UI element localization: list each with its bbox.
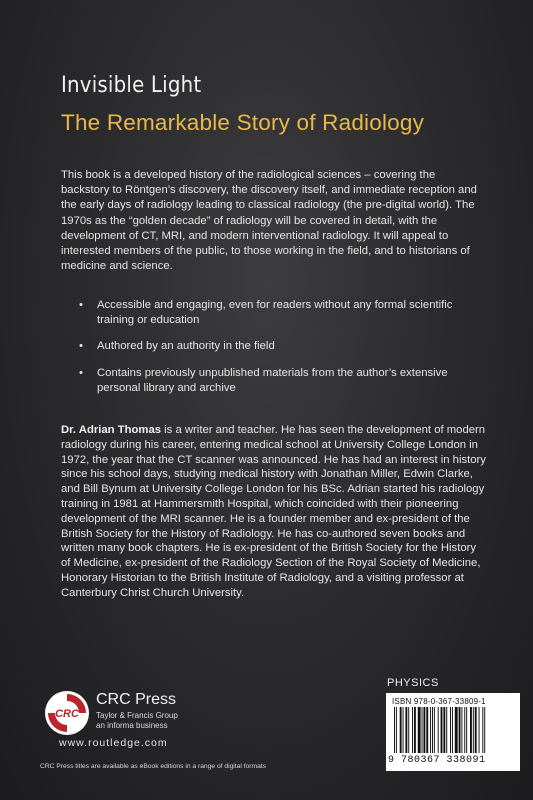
- publisher-group: Taylor & Francis Group: [96, 711, 178, 720]
- barcode-bar: [432, 707, 433, 753]
- barcode-bar: [408, 707, 409, 753]
- barcode-bar: [403, 707, 404, 753]
- barcode-bar: [450, 707, 451, 753]
- barcode-bar: [466, 707, 467, 753]
- barcode-bar: [464, 707, 465, 753]
- barcode-bar: [405, 707, 407, 753]
- barcode-bar: [455, 707, 458, 753]
- barcode-bar: [482, 707, 483, 753]
- barcode-bar: [446, 707, 447, 753]
- barcode-digits: 9 780367 338091: [388, 755, 486, 766]
- barcode-bar: [459, 707, 461, 753]
- barcode-bar: [414, 707, 416, 753]
- barcode-bar: [470, 707, 472, 753]
- publisher-business: an informa business: [96, 721, 168, 730]
- barcode-bar: [438, 707, 439, 753]
- crc-logo-icon: [44, 690, 90, 736]
- barcode-bar: [452, 707, 453, 753]
- feature-item: • Contains previously unpublished materials from the author’s extensive personal library and archive: [79, 366, 479, 396]
- barcode-bars: [392, 707, 514, 755]
- barcode-bar: [400, 707, 402, 753]
- barcode-bar: [394, 707, 395, 753]
- feature-item: • Authored by an authority in the field: [79, 339, 479, 354]
- book-subtitle: The Remarkable Story of Radiology: [61, 110, 425, 135]
- feature-list: [79, 298, 479, 407]
- feature-item: • Accessible and engaging, even for readers without any formal scientific training or education: [79, 298, 479, 328]
- ebook-note: CRC Press titles are available as eBook editions in a range of digital formats: [40, 763, 267, 770]
- barcode-bar: [443, 707, 445, 753]
- author-bio: [61, 423, 486, 601]
- barcode-bar: [430, 707, 431, 753]
- barcode-bar: [473, 707, 474, 753]
- barcode-bar: [434, 707, 435, 753]
- author-name: Dr. Adrian Thomas: [61, 424, 162, 436]
- publisher-website: www.routledge.com: [59, 737, 168, 749]
- book-title: Invisible Light: [61, 73, 202, 98]
- barcode-bar: [426, 707, 428, 753]
- book-blurb: This book is a developed history of the radiological sciences – covering the backstory to Röntgen’s discovery, the discovery itself, and immediate reception and the early days of radiology leading to classical radiology (the pre-digital world). The 1970s as the “golden decade” of radiology will be covered in detail, with the development of CT, MRI, and modern interventional radiology. It will appeal to interested members of the public, to those working in the field, and to historians of medicine and science.: [61, 169, 477, 273]
- crc-logo-text: CRC: [55, 708, 79, 720]
- subject-label: PHYSICS: [387, 677, 439, 689]
- barcode-bar: [422, 707, 423, 753]
- barcode-bar: [412, 707, 413, 753]
- barcode-bar: [484, 707, 485, 753]
- publisher-name: CRC Press: [96, 691, 177, 708]
- author-bio-text: is a writer and teacher. He has seen the development of modern radiology during his career, entering medical school at University College London in 1972, the year that the CT scanner was announced. He has had an interest in history since his school days, studying medical history with Jonathan Miller, Edwin Clarke, and Bill Bynum at University College London for his BSc. Adrian started his radiology training in 1981 at Hammersmith Hospital, which coincided with their pioneering development of the MRI scanner. He is a founder member and ex-president of the British Society for the History of Radiology. He has co-authored seven books and written many book chapters. He is ex-president of the British Society for the History of Medicine, ex-president of the Radiology Section of the Royal Society of Medicine, Honorary Historian to the British Institute of Radiology, and a visiting professor at Canterbury Christ Church University.: [61, 424, 486, 599]
- barcode-bar: [461, 707, 462, 753]
- isbn-text: ISBN 978-0-367-33809-1: [392, 697, 486, 706]
- barcode: [386, 693, 520, 771]
- barcode-bar: [396, 707, 397, 753]
- barcode-bar: [475, 707, 477, 753]
- barcode-bar: [418, 707, 421, 753]
- barcode-bar: [423, 707, 425, 753]
- barcode-bar: [479, 707, 480, 753]
- barcode-bar: [441, 707, 443, 753]
